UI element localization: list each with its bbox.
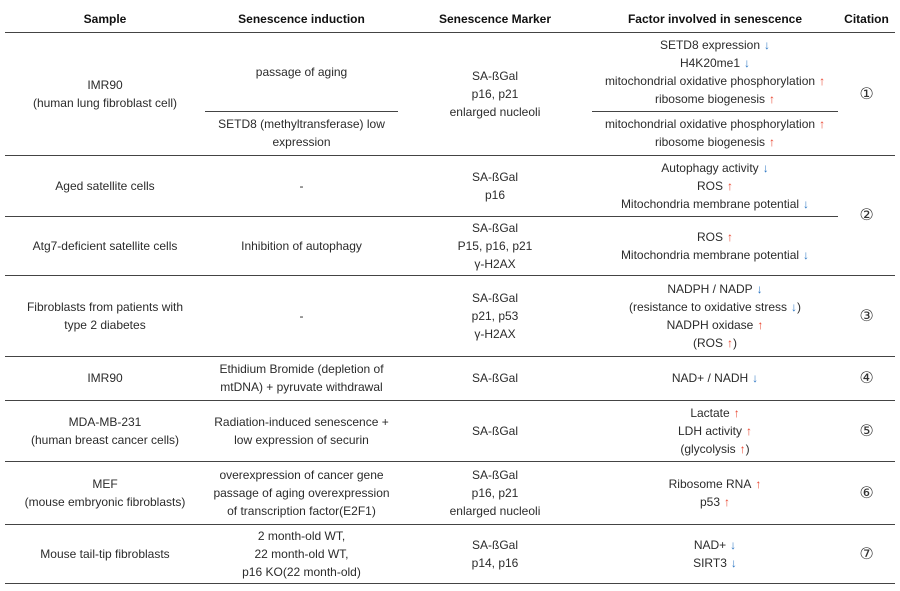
factor-line — [680, 440, 749, 458]
factor-text: ROS — [696, 178, 723, 193]
factor-line — [680, 54, 750, 72]
factor-line — [629, 298, 801, 316]
citation-mark: ② — [859, 205, 874, 224]
induction-line: SETD8 (methyltransferase) low — [218, 117, 385, 131]
sample-cell — [5, 33, 205, 155]
induction-cell — [205, 461, 398, 524]
marker-cell — [398, 33, 592, 155]
sample-cell — [5, 275, 205, 356]
induction-line: Ethidium Bromide (depletion of — [219, 362, 384, 376]
induction-line: low expression of securin — [234, 432, 369, 447]
factor-line — [693, 554, 737, 572]
factor-cell — [592, 216, 838, 275]
row-divider — [5, 400, 895, 401]
citation-mark: ③ — [859, 305, 874, 325]
sample-line: MEF — [92, 476, 118, 491]
factor-cell — [592, 356, 838, 400]
marker-line: SA-ßGal — [471, 423, 518, 438]
sample-cell — [5, 461, 205, 524]
factor-line — [700, 493, 730, 511]
factor-cell — [592, 33, 838, 111]
arrow-up-icon: ↑ — [727, 335, 733, 350]
factor-text: H4K20me1 — [679, 56, 741, 70]
factor-line — [660, 36, 770, 54]
citation-mark: ④ — [859, 368, 874, 387]
sample-cell — [5, 524, 205, 583]
induction-line: overexpression of cancer gene — [219, 467, 384, 482]
marker-cell — [398, 461, 592, 524]
induction-cell — [205, 356, 398, 400]
factor-cell — [592, 155, 838, 216]
factor-line — [621, 246, 809, 264]
factor-line — [697, 177, 733, 195]
sample-cell — [5, 356, 205, 400]
factor-cell — [592, 275, 838, 356]
arrow-down-icon: ↓ — [803, 196, 810, 211]
factor-text: (glycolysis — [680, 441, 736, 456]
marker-line: p16, p21 — [471, 485, 519, 500]
marker-line: SA-ßGal — [471, 467, 518, 482]
factor-text: Autophagy activity — [661, 160, 759, 175]
marker-line: p21, p53 — [471, 308, 519, 323]
arrow-up-icon: ↑ — [727, 178, 733, 193]
factor-line — [655, 90, 775, 108]
sample-line: IMR90 — [87, 371, 123, 385]
citation-cell — [838, 275, 895, 356]
marker-line: SA-ßGal — [471, 69, 518, 83]
factor-line — [678, 422, 752, 440]
marker-cell — [398, 400, 592, 461]
factor-text: mitochondrial oxidative phosphorylation — [604, 117, 816, 131]
arrow-up-icon: ↑ — [769, 92, 776, 106]
factor-text: ribosome biogenesis — [654, 135, 766, 149]
marker-cell — [398, 524, 592, 583]
factor-text: SETD8 expression — [659, 38, 761, 52]
sample-line: Aged satellite cells — [55, 178, 155, 193]
header-divider — [5, 32, 895, 33]
arrow-up-icon: ↑ — [739, 441, 746, 456]
marker-line: p16, p21 — [471, 87, 519, 101]
factor-line — [672, 369, 758, 387]
factor-text: Mitochondria membrane potential — [620, 247, 800, 262]
factor-text: NADPH / NADP — [667, 281, 753, 296]
induction-cell — [205, 111, 398, 155]
sub-row-divider — [205, 111, 398, 112]
row-divider — [5, 155, 895, 156]
arrow-up-icon: ↑ — [733, 405, 740, 420]
induction-line: mtDNA) + pyruvate withdrawal — [220, 380, 383, 394]
citation-cell — [838, 356, 895, 400]
induction-cell — [205, 400, 398, 461]
marker-cell — [398, 356, 592, 400]
factor-line — [655, 133, 775, 151]
factor-text: NADPH oxidase — [666, 317, 754, 332]
induction-cell — [205, 155, 398, 216]
factor-text: Ribosome RNA — [668, 476, 752, 491]
factor-cell — [592, 400, 838, 461]
factor-line — [605, 115, 825, 133]
header-citation: Citation — [844, 12, 889, 26]
arrow-down-icon: ↓ — [803, 247, 810, 262]
marker-cell — [398, 155, 592, 216]
marker-line: γ-H2AX — [474, 256, 516, 271]
sample-line: IMR90 — [87, 78, 123, 92]
sample-cell — [5, 155, 205, 216]
arrow-down-icon: ↓ — [752, 371, 759, 385]
marker-line: enlarged nucleoli — [449, 503, 541, 518]
factor-cell — [592, 111, 838, 155]
factor-line — [605, 72, 825, 90]
marker-line: SA-ßGal — [471, 169, 518, 184]
arrow-down-icon: ↓ — [744, 56, 751, 70]
factor-text: mitochondrial oxidative phosphorylation — [604, 74, 816, 88]
citation-mark: ① — [859, 84, 874, 103]
header-sample: Sample — [83, 12, 127, 26]
factor-cell — [592, 461, 838, 524]
induction-cell — [205, 524, 398, 583]
arrow-up-icon: ↑ — [819, 117, 826, 131]
citation-mark: ⑦ — [859, 543, 874, 563]
sample-line: Fibroblasts from patients with — [26, 299, 184, 314]
induction-line: p16 KO(22 month-old) — [242, 564, 361, 579]
arrow-up-icon: ↑ — [746, 423, 752, 438]
induction-line: Inhibition of autophagy — [241, 238, 362, 253]
factor-suffix: ) — [733, 335, 737, 350]
citation-cell — [838, 400, 895, 461]
factor-suffix: ) — [797, 299, 802, 314]
sample-line: (human lung fibroblast cell) — [32, 96, 178, 110]
factor-text: NAD+ — [693, 537, 727, 552]
arrow-down-icon: ↓ — [730, 537, 737, 552]
factor-text: LDH activity — [677, 423, 742, 438]
induction-line: 22 month-old WT, — [254, 546, 349, 561]
citation-cell — [838, 155, 895, 275]
factor-line — [667, 316, 764, 334]
marker-line: p14, p16 — [471, 555, 519, 570]
citation-mark: ⑥ — [859, 482, 874, 502]
arrow-up-icon: ↑ — [769, 135, 776, 149]
sample-cell — [5, 400, 205, 461]
arrow-down-icon: ↓ — [756, 281, 763, 296]
row-divider — [5, 275, 895, 276]
factor-line — [661, 159, 768, 177]
citation-cell — [838, 524, 895, 583]
marker-line: p16 — [484, 187, 506, 202]
arrow-down-icon: ↓ — [762, 160, 769, 175]
row-divider — [5, 216, 838, 217]
marker-line: SA-ßGal — [471, 537, 518, 552]
sample-line: Mouse tail-tip fibroblasts — [40, 546, 170, 561]
factor-line — [621, 195, 809, 213]
sample-line: Atg7-deficient satellite cells — [32, 238, 178, 253]
sample-line: type 2 diabetes — [64, 317, 146, 332]
factor-text: Mitochondria membrane potential — [620, 196, 800, 211]
induction-line: expression — [272, 135, 331, 149]
factor-text: (ROS — [693, 335, 723, 350]
factor-text: (resistance to oxidative stress — [628, 299, 788, 314]
induction-cell — [205, 216, 398, 275]
factor-text: NAD+ / NADH — [671, 371, 749, 385]
marker-line: SA-ßGal — [471, 371, 518, 385]
induction-line: of transcription factor(E2F1) — [227, 503, 376, 518]
factor-text: SIRT3 — [693, 555, 727, 570]
row-divider — [5, 524, 895, 525]
marker-line: enlarged nucleoli — [449, 105, 541, 119]
arrow-up-icon: ↑ — [757, 317, 764, 332]
header-marker: Senescence Marker — [438, 12, 552, 26]
sample-line: MDA-MB-231 — [68, 414, 142, 429]
arrow-up-icon: ↑ — [724, 494, 731, 509]
arrow-down-icon: ↓ — [764, 38, 771, 52]
induction-line: passage of aging — [255, 65, 348, 79]
induction-line: Radiation-induced senescence + — [214, 414, 389, 429]
factor-cell — [592, 524, 838, 583]
sample-line: (human breast cancer cells) — [30, 432, 180, 447]
citation-cell — [838, 461, 895, 524]
citation-cell — [838, 33, 895, 155]
factor-line — [690, 404, 739, 422]
arrow-up-icon: ↑ — [755, 476, 762, 491]
arrow-down-icon: ↓ — [730, 555, 737, 570]
marker-cell — [398, 216, 592, 275]
factor-line — [694, 536, 736, 554]
factor-line — [669, 475, 762, 493]
header-factor: Factor involved in senescence — [627, 12, 803, 26]
induction-cell — [205, 33, 398, 111]
marker-line: SA-ßGal — [471, 290, 518, 305]
row-divider — [5, 356, 895, 357]
marker-line: P15, p16, p21 — [457, 238, 533, 253]
citation-mark: ⑤ — [859, 420, 874, 440]
header-induction: Senescence induction — [238, 12, 365, 26]
marker-cell — [398, 275, 592, 356]
factor-text: p53 — [699, 494, 721, 509]
induction-line: - — [299, 178, 304, 193]
factor-line — [693, 334, 737, 352]
row-divider — [5, 461, 895, 462]
arrow-up-icon: ↑ — [819, 74, 826, 88]
factor-suffix: ) — [745, 441, 750, 456]
marker-line: γ-H2AX — [474, 326, 516, 341]
table-bottom-rule — [5, 583, 895, 584]
induction-cell — [205, 275, 398, 356]
sample-line: (mouse embryonic fibroblasts) — [24, 494, 186, 509]
sample-cell — [5, 216, 205, 275]
induction-line: 2 month-old WT, — [257, 528, 346, 543]
arrow-up-icon: ↑ — [727, 229, 733, 244]
factor-line — [667, 280, 762, 298]
arrow-down-icon: ↓ — [791, 299, 798, 314]
sub-row-divider — [592, 111, 838, 112]
factor-line — [697, 228, 733, 246]
induction-line: - — [299, 308, 304, 323]
factor-text: Lactate — [690, 405, 730, 420]
induction-line: passage of aging overexpression — [213, 485, 390, 500]
factor-text: ROS — [696, 229, 723, 244]
marker-line: SA-ßGal — [471, 220, 518, 235]
factor-text: ribosome biogenesis — [654, 92, 766, 106]
